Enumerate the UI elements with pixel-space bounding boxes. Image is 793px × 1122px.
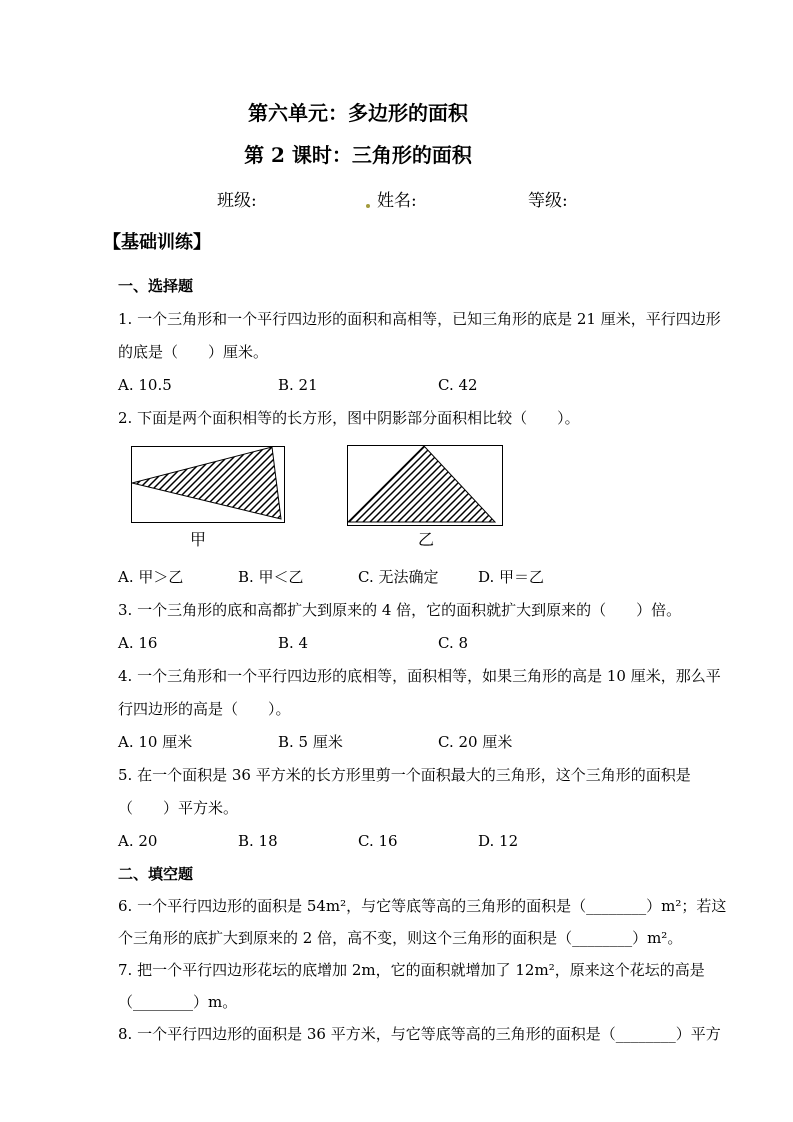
- figure-label-yi: 乙: [418, 530, 435, 549]
- q2-option-c: C. 无法确定: [358, 568, 439, 586]
- q5-option-a: A. 20: [118, 832, 158, 850]
- q7-line1: 7. 把一个平行四边形花坛的底增加 2m，它的面积就增加了 12m²，原来这个花坛的高是: [118, 961, 705, 979]
- worksheet-body: [118, 270, 727, 1050]
- lesson-title: 第 2 课时：三角形的面积: [244, 143, 472, 167]
- q2-stem: 2. 下面是两个面积相等的长方形，图中阴影部分面积相比较（ ）。: [118, 409, 580, 427]
- q7-line2: （________）m。: [118, 993, 238, 1011]
- q8-line1: 8. 一个平行四边形的面积是 36 平方米，与它等底等高的三角形的面积是（________）平方: [118, 1025, 721, 1043]
- q6-line1: 6. 一个平行四边形的面积是 54m²，与它等底等高的三角形的面积是（________）m²；若这: [118, 897, 727, 915]
- q1-line1: 1. 一个三角形和一个平行四边形的面积和高相等，已知三角形的底是 21 厘米，平行四边形: [118, 310, 721, 328]
- header-titles: [0, 0, 716, 168]
- q5-line1: 5. 在一个面积是 36 平方米的长方形里剪一个面积最大的三角形，这个三角形的面积是: [118, 766, 691, 784]
- q4-option-a: A. 10 厘米: [118, 733, 193, 751]
- q5-option-c: C. 16: [358, 832, 398, 850]
- student-info-row: [0, 190, 793, 212]
- grade-label: 等级:: [528, 191, 568, 211]
- q3-option-b: B. 4: [278, 634, 309, 652]
- q5-line2: （ ）平方米。: [118, 799, 239, 817]
- q2-figure: [118, 443, 693, 561]
- figure-label-jia: 甲: [190, 530, 207, 549]
- q1-option-a: A. 10.5: [118, 376, 172, 394]
- q4-options: [118, 726, 693, 759]
- hatched-triangle-yi: [348, 446, 500, 523]
- unit-title: 第六单元：多边形的面积: [248, 101, 468, 125]
- class-label: 班级:: [217, 191, 257, 211]
- q3-option-a: A. 16: [118, 634, 158, 652]
- q1-line2: 的底是（ ）厘米。: [118, 343, 269, 361]
- q4-line2: 行四边形的高是（ ）。: [118, 700, 291, 718]
- q4-option-c: C. 20 厘米: [438, 733, 513, 751]
- section-basic-training: 【基础训练】: [103, 232, 211, 253]
- q5-options: [118, 825, 693, 858]
- q3-stem: 3. 一个三角形的底和高都扩大到原来的 4 倍，它的面积就扩大到原来的（ ）倍。: [118, 601, 682, 619]
- q2-options: [118, 561, 693, 594]
- q1-option-c: C. 42: [438, 376, 478, 394]
- q1-option-b: B. 21: [278, 376, 318, 394]
- q4-option-b: B. 5 厘米: [278, 733, 343, 751]
- rectangle-jia: [131, 446, 285, 523]
- q5-option-b: B. 18: [238, 832, 278, 850]
- name-label: 姓名:: [377, 191, 417, 211]
- part2-heading: 二、填空题: [118, 865, 194, 883]
- q3-options: [118, 627, 693, 660]
- fill-in-section: [118, 858, 727, 1050]
- q3-option-c: C. 8: [438, 634, 469, 652]
- q2-option-b: B. 甲＜乙: [238, 568, 304, 586]
- q5-option-d: D. 12: [478, 832, 519, 850]
- rectangle-yi: [347, 445, 503, 526]
- q6-line2: 个三角形的底扩大到原来的 2 倍，高不变，则这个三角形的面积是（________）m²。: [118, 929, 683, 947]
- q2-option-a: A. 甲＞乙: [118, 568, 184, 586]
- stray-dot: [366, 204, 370, 208]
- hatched-triangle-jia: [132, 447, 282, 520]
- q4-line1: 4. 一个三角形和一个平行四边形的底相等，面积相等，如果三角形的高是 10 厘米，那么平: [118, 667, 721, 685]
- q1-options: [118, 369, 693, 402]
- q2-option-d: D. 甲＝乙: [478, 568, 545, 586]
- part1-heading: 一、选择题: [118, 277, 194, 295]
